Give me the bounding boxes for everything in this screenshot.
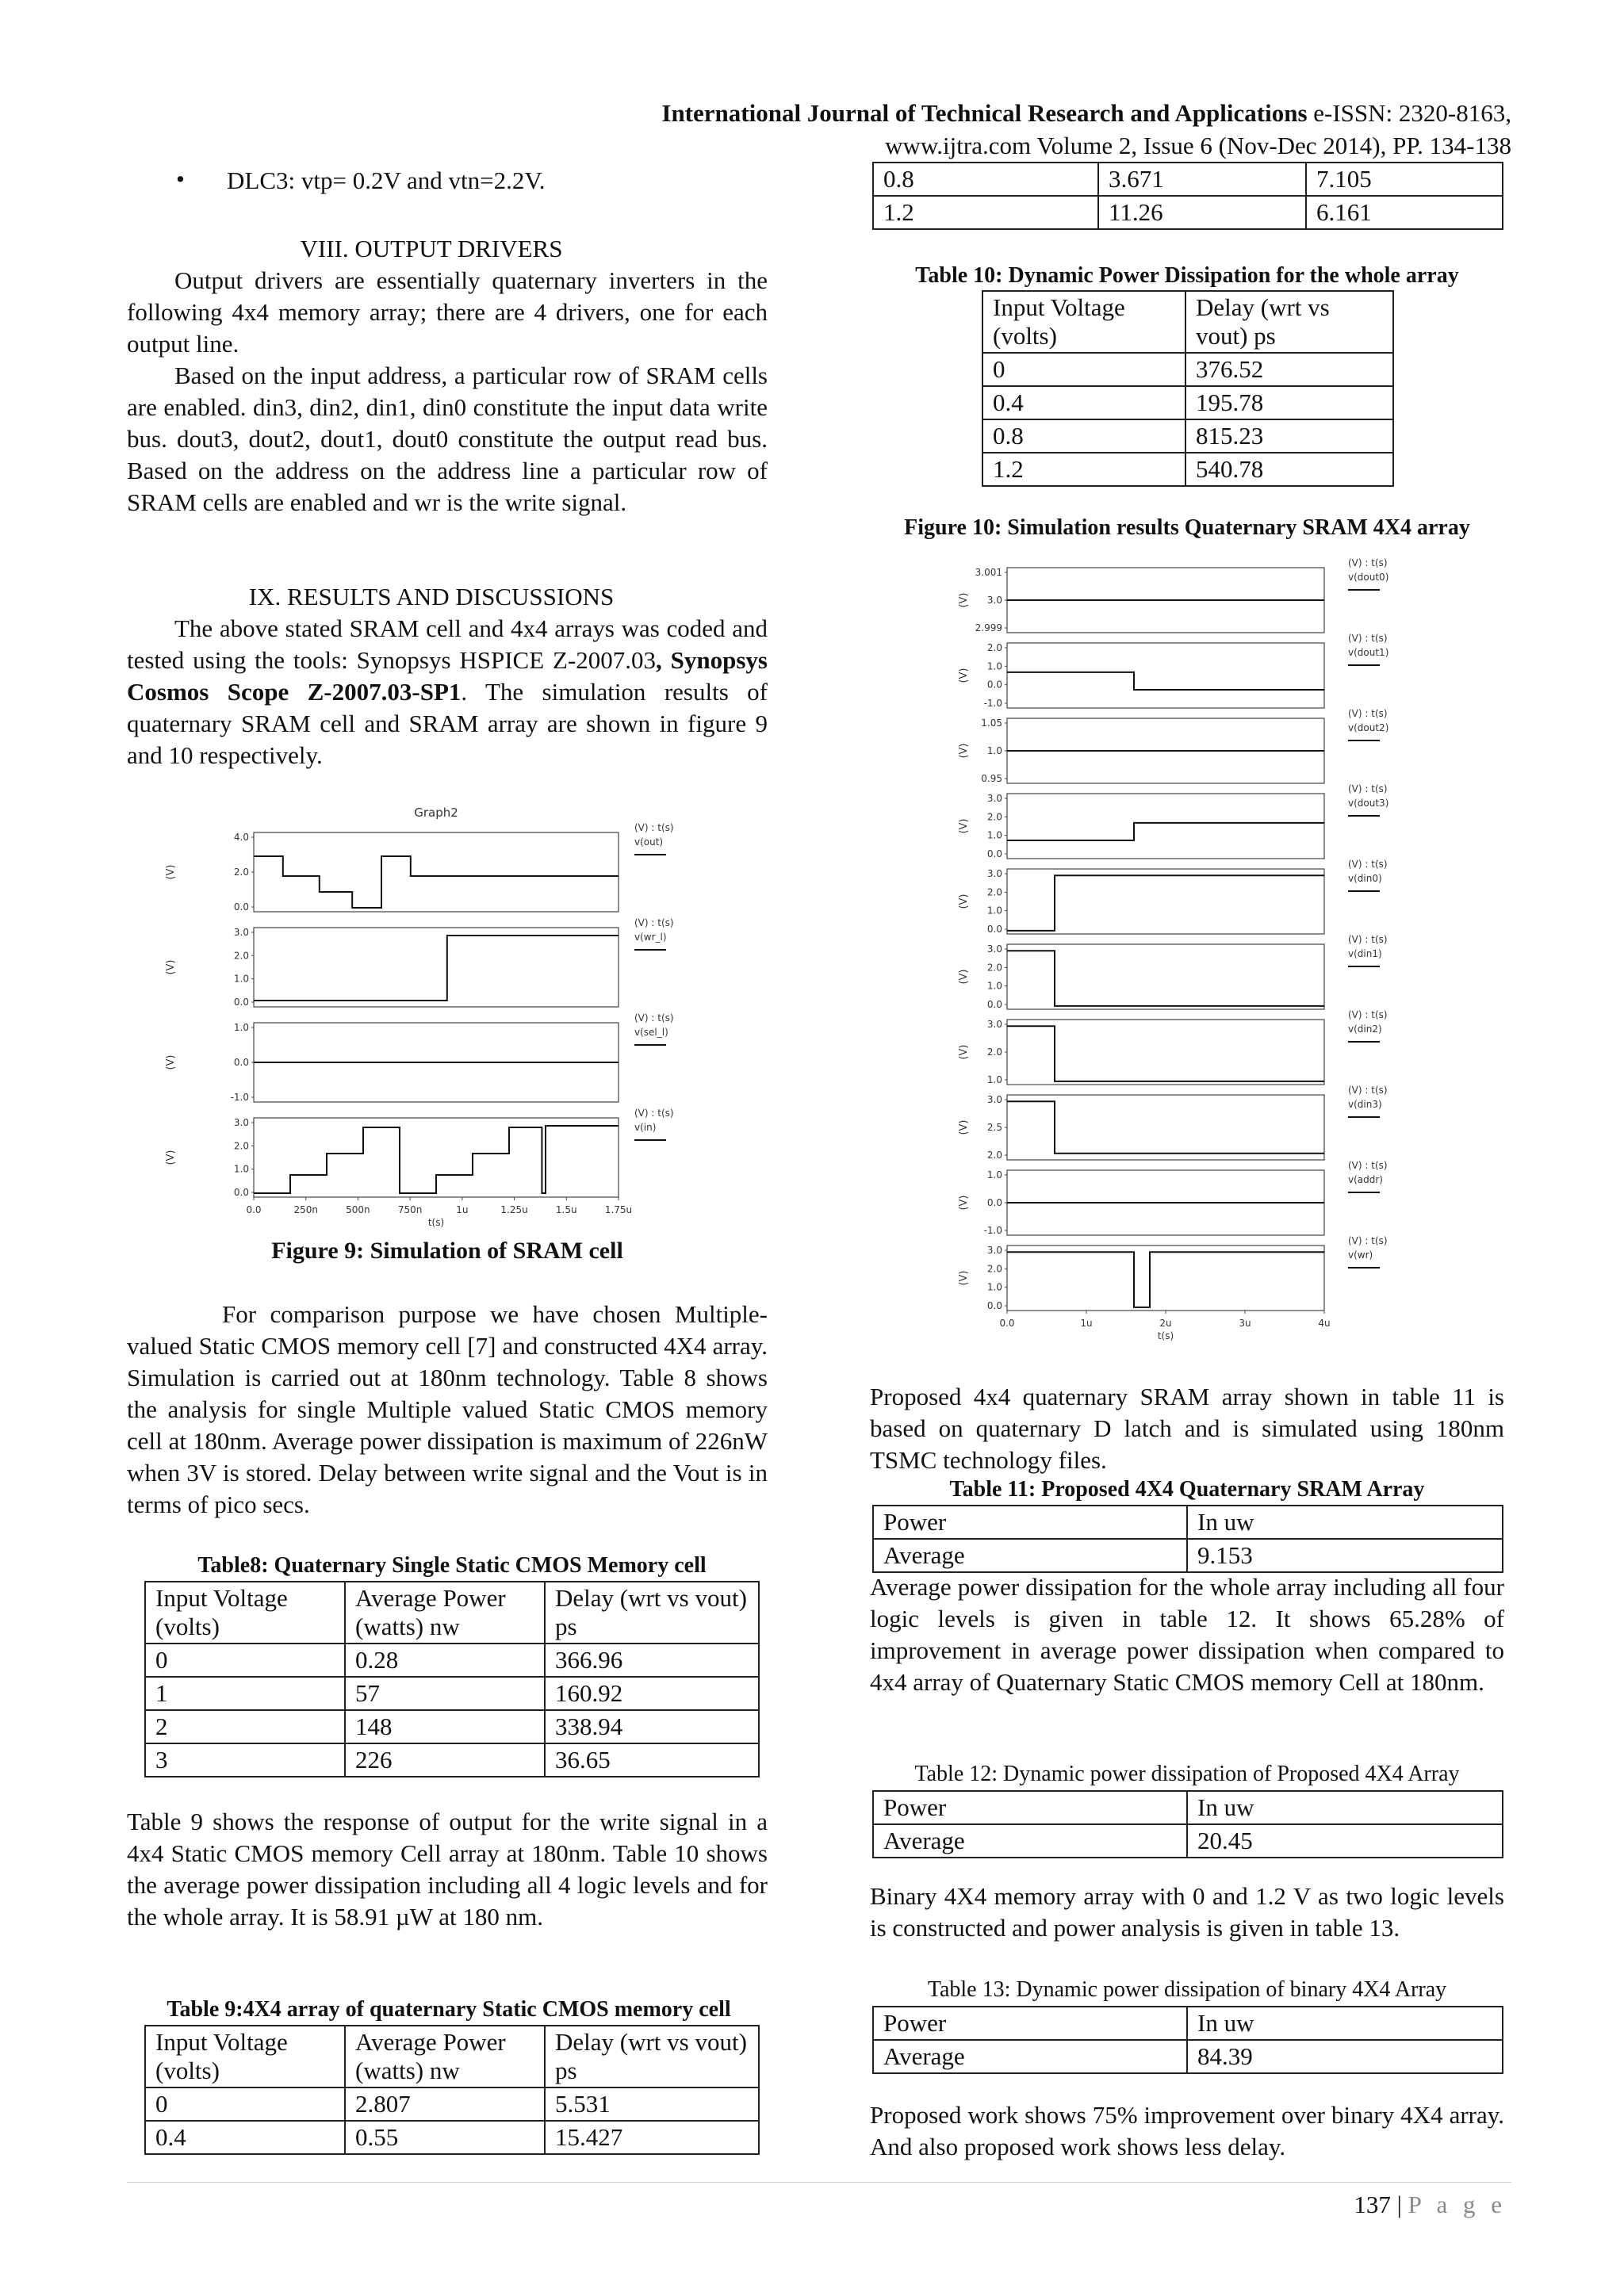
waveform-trace [1007,1252,1324,1307]
table-cell: 57 [345,1677,545,1710]
waveform-trace [1007,1101,1324,1154]
x-tick-label: 500n [346,1204,370,1215]
legend-label: v(din1) [1348,948,1382,959]
y-tick-label: 3.0 [233,927,249,938]
table-cell: Power [873,1506,1187,1539]
table-header-row [982,291,1393,353]
table-9-caption-wrap [132,1996,766,2024]
table-12-caption-wrap [870,1760,1504,1789]
paragraph-binary-wrap [870,1881,1504,1944]
page-number: 137 [1354,2191,1391,2218]
x-tick-label: 1u [456,1204,469,1215]
table-11-caption: Table 11: Proposed 4X4 Quaternary SRAM Array [949,1477,1425,1502]
legend-header: (V) : t(s) [1348,859,1388,870]
y-tick-label: -1.0 [230,1092,249,1103]
table-cell: 9.153 [1187,1539,1503,1572]
y-unit-label: (V) [958,1119,970,1135]
table-header-cell: Delay (wrt vs vout) ps [545,2026,759,2087]
paragraph-part: The above stated SRAM cell and 4x4 arrays was coded and tested using the tools: Synopsys HSPICE Z-2007.03 [127,614,768,674]
y-unit-label: (V) [958,969,970,985]
table-cell: 815.23 [1185,419,1393,453]
table-cell: Average [873,1824,1187,1858]
legend-header: (V) : t(s) [634,1012,674,1024]
waveform-trace [1007,875,1324,931]
y-unit-label: (V) [958,1044,970,1060]
y-tick-label: 3.0 [986,1094,1002,1105]
y-tick-label: 1.0 [986,660,1002,672]
legend-label: v(dout0) [1348,572,1389,583]
figure-9-caption: Figure 9: Simulation of SRAM cell [271,1238,623,1264]
y-tick-label: 3.0 [986,595,1002,606]
waveform-trace [1007,672,1324,690]
y-tick-label: 0.0 [233,1057,249,1068]
y-tick-label: 1.0 [986,980,1002,992]
table-cell: In uw [1187,2007,1503,2040]
x-tick-label: 1.25u [500,1204,528,1215]
legend-label: v(sel_l) [634,1027,668,1038]
table-cell: Average [873,1539,1187,1572]
legend-label: v(din2) [1348,1024,1382,1035]
legend-header: (V) : t(s) [1348,633,1388,644]
table-cell: In uw [1187,1791,1503,1824]
table-cell: 11.26 [1098,196,1306,229]
legend-header: (V) : t(s) [634,1108,674,1119]
table-row [982,353,1393,386]
table-cell: 5.531 [545,2087,759,2121]
paragraph-comparison-wrap [127,1299,768,1521]
y-tick-label: 1.0 [233,1163,249,1175]
x-tick-label: 3u [1239,1318,1251,1329]
table-header-row [145,2026,759,2087]
figure-10-caption-wrap [870,514,1504,542]
y-tick-label: 2.999 [975,622,1002,633]
waveform-trace [1007,951,1324,1006]
table-cell: 338.94 [545,1710,759,1743]
table-cell: 0.55 [345,2121,545,2154]
y-tick-label: 3.0 [986,793,1002,804]
paragraph: Proposed 4x4 quaternary SRAM array shown in table 11 is based on quaternary D latch and is simulated using 180nm TSMC technology files. [870,1383,1504,1474]
table-row [145,1710,759,1743]
table-row [145,2087,759,2121]
table-cell: 3 [145,1743,345,1777]
paragraph: Output drivers are essentially quaternary inverters in the following 4x4 memory array; there are 4 drivers, one for each output line. [127,266,768,358]
y-unit-label: (V) [165,864,177,880]
y-unit-label: (V) [958,1195,970,1211]
table-cell: Average [873,2040,1187,2073]
y-tick-label: 2.0 [986,811,1002,823]
x-tick-label: 0.0 [246,1204,262,1215]
y-tick-label: 2.0 [986,1150,1002,1161]
legend-label: v(in) [634,1122,657,1133]
table-12 [872,1790,1503,1858]
figure-10-caption: Figure 10: Simulation results Quaternary SRAM 4X4 array [904,515,1470,540]
y-tick-label: 0.0 [986,1197,1002,1208]
paragraph-final-wrap [870,2099,1504,2163]
waveform-trace [254,856,619,908]
table-11 [872,1505,1503,1573]
y-tick-label: -1.0 [983,1225,1002,1236]
x-tick-label: 250n [293,1204,318,1215]
table-header-cell: Average Power (watts) nw [345,1582,545,1644]
y-tick-label: 3.0 [986,1245,1002,1256]
table-cell: 366.96 [545,1644,759,1677]
y-unit-label: (V) [958,1270,970,1286]
legend-header: (V) : t(s) [634,917,674,928]
table-row [982,453,1393,486]
legend-header: (V) : t(s) [1348,783,1388,794]
panel-frame [254,928,619,1007]
table-cell: 148 [345,1710,545,1743]
y-unit-label: (V) [165,1054,177,1070]
table-row [873,1539,1503,1572]
table-cell: 2.807 [345,2087,545,2121]
y-tick-label: 0.0 [233,997,249,1008]
y-unit-label: (V) [958,668,970,683]
section-title: VIII. OUTPUT DRIVERS [300,235,563,262]
y-tick-label: 1.0 [986,1074,1002,1085]
y-tick-label: 2.0 [986,1047,1002,1058]
table-row [873,196,1503,229]
y-tick-label: 1.0 [986,1281,1002,1293]
table-cell: 0.4 [145,2121,345,2154]
page-footer [1354,2191,1507,2219]
y-tick-label: -1.0 [983,698,1002,709]
journal-name: International Journal of Technical Research and Applications [661,99,1308,127]
table-cell: 540.78 [1185,453,1393,486]
paragraph-proposed-wrap [870,1381,1504,1476]
panel-frame [1007,643,1324,708]
journal-volume-line: www.ijtra.com Volume 2, Issue 6 (Nov-Dec 2014), PP. 134-138 [885,132,1511,159]
table-header-cell: Input Voltage (volts) [982,291,1185,353]
table-cell: 0 [145,1644,345,1677]
table-cell: 1 [145,1677,345,1710]
panel-frame [254,832,619,912]
table-cell: 20.45 [1187,1824,1503,1858]
table-cell: 2 [145,1710,345,1743]
x-tick-label: 1.5u [555,1204,577,1215]
legend-header: (V) : t(s) [1348,1009,1388,1020]
figure-title: Graph2 [414,806,458,820]
legend-header: (V) : t(s) [1348,557,1388,568]
table-cell: 376.52 [1185,353,1393,386]
paragraph: Table 9 shows the response of output for the write signal in a 4x4 Static CMOS memory Cell array at 180nm. Table 10 shows the average power dissipation including all 4 logic levels and for the whole array. It is 58.91 µW at 180 nm. [127,1808,768,1931]
table-8-caption: Table8: Quaternary Single Static CMOS Memory cell [197,1553,707,1578]
table-cell: Power [873,1791,1187,1824]
table-cell: 1.2 [982,453,1185,486]
table-row [145,1644,759,1677]
waveform-trace [254,1126,619,1193]
x-tick-label: 0.0 [999,1318,1015,1329]
table-row [145,1677,759,1710]
x-tick-label: 1.75u [604,1204,633,1215]
paragraph-average-wrap [870,1571,1504,1698]
table-cell: 195.78 [1185,386,1393,419]
table-10-caption-wrap [870,262,1504,290]
table-9 [144,2025,760,2155]
y-tick-label: 2.0 [233,867,249,878]
table-header-cell: Input Voltage (volts) [145,2026,345,2087]
y-tick-label: 2.5 [986,1122,1002,1133]
table-cell: 0.4 [982,386,1185,419]
waveform-trace [1007,823,1324,840]
journal-eissn: e-ISSN: 2320-8163, [1313,99,1511,127]
legend-header: (V) : t(s) [1348,1160,1388,1171]
figure-10-plot [952,555,1459,1348]
y-tick-label: 2.0 [986,962,1002,974]
y-unit-label: (V) [165,1150,177,1165]
y-unit-label: (V) [958,818,970,834]
paragraph-part: . The simulation results of quaternary SRAM cell and SRAM array are shown in figure 9 and 10 respectively. [127,678,768,769]
legend-label: v(dout3) [1348,798,1389,809]
panel-frame [1007,1246,1324,1311]
section-output-drivers [127,233,768,519]
y-tick-label: 1.05 [981,718,1002,729]
table-row [873,1506,1503,1539]
section-title: IX. RESULTS AND DISCUSSIONS [248,583,615,610]
y-tick-label: 1.0 [233,1022,249,1033]
table-cell: In uw [1187,1506,1503,1539]
table-11-caption-wrap [870,1475,1504,1504]
y-tick-label: 2.0 [986,1263,1002,1275]
table-cell: 0 [982,353,1185,386]
legend-label: v(out) [634,836,664,848]
y-tick-label: 4.0 [233,832,249,843]
table-header-cell: Average Power (watts) nw [345,2026,545,2087]
table-header-cell: Delay (wrt vs vout) ps [545,1582,759,1644]
panel-frame [1007,794,1324,859]
table-row [982,419,1393,453]
table-10-caption: Table 10: Dynamic Power Dissipation for the whole array [915,263,1459,288]
legend-header: (V) : t(s) [1348,708,1388,719]
figure-9-plot [159,801,745,1229]
table-9-continued [872,162,1503,230]
table-cell: 36.65 [545,1743,759,1777]
paragraph-part: , Synopsys Cosmos Scope Z-2007.03-SP1 [127,646,768,706]
table-8-caption-wrap [143,1552,761,1580]
y-tick-label: 1.0 [986,745,1002,756]
y-tick-label: 0.0 [986,999,1002,1010]
table-cell: 6.161 [1306,196,1503,229]
table-row [873,163,1503,196]
y-tick-label: 3.0 [986,868,1002,879]
table-cell: 0.8 [982,419,1185,453]
x-tick-label: 750n [397,1204,423,1215]
table-row [982,386,1393,419]
table-row [145,1743,759,1777]
legend-header: (V) : t(s) [1348,1235,1388,1246]
legend-header: (V) : t(s) [634,822,674,833]
legend-label: v(din0) [1348,873,1382,884]
table-cell: 3.671 [1098,163,1306,196]
paragraph: Binary 4X4 memory array with 0 and 1.2 V as two logic levels is constructed and power analysis is given in table 13. [870,1882,1504,1942]
table-header-cell: Delay (wrt vs vout) ps [1185,291,1393,353]
y-unit-label: (V) [958,592,970,608]
y-tick-label: 1.0 [986,1169,1002,1181]
y-tick-label: 3.0 [233,1117,249,1128]
legend-label: v(wr) [1348,1249,1373,1261]
y-tick-label: 1.0 [986,905,1002,916]
y-tick-label: 2.0 [233,1140,249,1152]
y-tick-label: 0.0 [986,848,1002,859]
table-13-caption-wrap [870,1976,1504,2004]
table-row [873,2007,1503,2040]
y-tick-label: 0.0 [986,1300,1002,1311]
y-tick-label: 0.0 [986,924,1002,935]
table-cell: 160.92 [545,1677,759,1710]
legend-label: v(wr_l) [634,932,667,943]
legend-label: v(dout2) [1348,722,1389,733]
section-results [127,581,768,771]
footer-divider [127,2182,1511,2183]
waveform-trace [254,936,619,1001]
table-cell: 226 [345,1743,545,1777]
table-row [873,2040,1503,2073]
legend-label: v(din3) [1348,1099,1382,1110]
table-cell: 15.427 [545,2121,759,2154]
bullet-dlc3: DLC3: vtp= 0.2V and vtn=2.2V. [227,166,546,194]
table-12-caption: Table 12: Dynamic power dissipation of Proposed 4X4 Array [914,1762,1460,1786]
table-cell: 7.105 [1306,163,1503,196]
x-tick-label: 1u [1080,1318,1093,1329]
table-10 [982,290,1394,487]
legend-label: v(dout1) [1348,647,1389,658]
legend-header: (V) : t(s) [1348,1085,1388,1096]
y-tick-label: 3.001 [975,567,1002,578]
table-13 [872,2006,1503,2074]
bullet-icon: • [176,165,185,193]
y-tick-label: 0.95 [981,773,1002,784]
y-tick-label: 2.0 [233,950,249,962]
table-row [873,1824,1503,1858]
paragraph: Based on the input address, a particular row of SRAM cells are enabled. din3, din2, din1, din0 constitute the input data write bus. dout3, dout2, dout1, dout0 constitute the output read bus. Based on the address on the address line a particular row of SRAM cells are enabled and wr is the write signal. [127,362,768,516]
table-cell: 0.8 [873,163,1098,196]
x-axis-label: t(s) [1157,1330,1174,1341]
paragraph [127,613,768,771]
table-8 [144,1581,760,1777]
paragraph: Average power dissipation for the whole array including all four logic levels is given in table 12. It shows 65.28% of improvement in average power dissipation when compared to 4x4 array of Quaternary Static CMOS memory Cell at 180nm. [870,1573,1504,1696]
paragraph-table9-wrap [127,1806,768,1933]
table-cell: 0.28 [345,1644,545,1677]
table-9-caption: Table 9:4X4 array of quaternary Static CMOS memory cell [167,1997,731,2022]
x-tick-label: 2u [1159,1318,1172,1329]
page-separator: | [1390,2191,1408,2218]
y-tick-label: 2.0 [986,642,1002,653]
table-header-row [145,1582,759,1644]
table-row [145,2121,759,2154]
paragraph: Proposed work shows 75% improvement over binary 4X4 array. And also proposed work shows less delay. [870,2101,1504,2160]
x-axis-label: t(s) [427,1217,445,1228]
journal-header [661,97,1511,130]
y-tick-label: 0.0 [233,901,249,913]
table-row [873,1791,1503,1824]
table-cell: 0 [145,2087,345,2121]
table-cell: 1.2 [873,196,1098,229]
y-unit-label: (V) [165,959,177,975]
y-unit-label: (V) [958,894,970,909]
paragraph: For comparison purpose we have chosen Multiple-valued Static CMOS memory cell [7] and constructed 4X4 array. Simulation is carried out at 180nm technology. Table 8 shows the analysis for single Multiple valued Static CMOS memory cell at 180nm. Average power dissipation is maximum of 226nW when 3V is stored. Delay between write signal and the Vout is in terms of pico secs. [127,1300,768,1518]
y-tick-label: 0.0 [986,679,1002,691]
x-tick-label: 4u [1318,1318,1331,1329]
y-tick-label: 2.0 [986,886,1002,898]
table-cell: Power [873,2007,1187,2040]
table-cell: 84.39 [1187,2040,1503,2073]
figure-9-caption-wrap [127,1237,768,1265]
y-tick-label: 3.0 [986,1019,1002,1030]
table-header-cell: Input Voltage (volts) [145,1582,345,1644]
table-13-caption: Table 13: Dynamic power dissipation of binary 4X4 Array [927,1977,1447,2002]
legend-label: v(addr) [1348,1174,1383,1185]
y-tick-label: 3.0 [986,943,1002,955]
waveform-trace [1007,1026,1324,1081]
legend-header: (V) : t(s) [1348,934,1388,945]
y-tick-label: 1.0 [986,829,1002,841]
y-unit-label: (V) [958,743,970,759]
page-word: P a g e [1408,2191,1507,2218]
y-tick-label: 1.0 [233,973,249,985]
y-tick-label: 0.0 [233,1187,249,1198]
